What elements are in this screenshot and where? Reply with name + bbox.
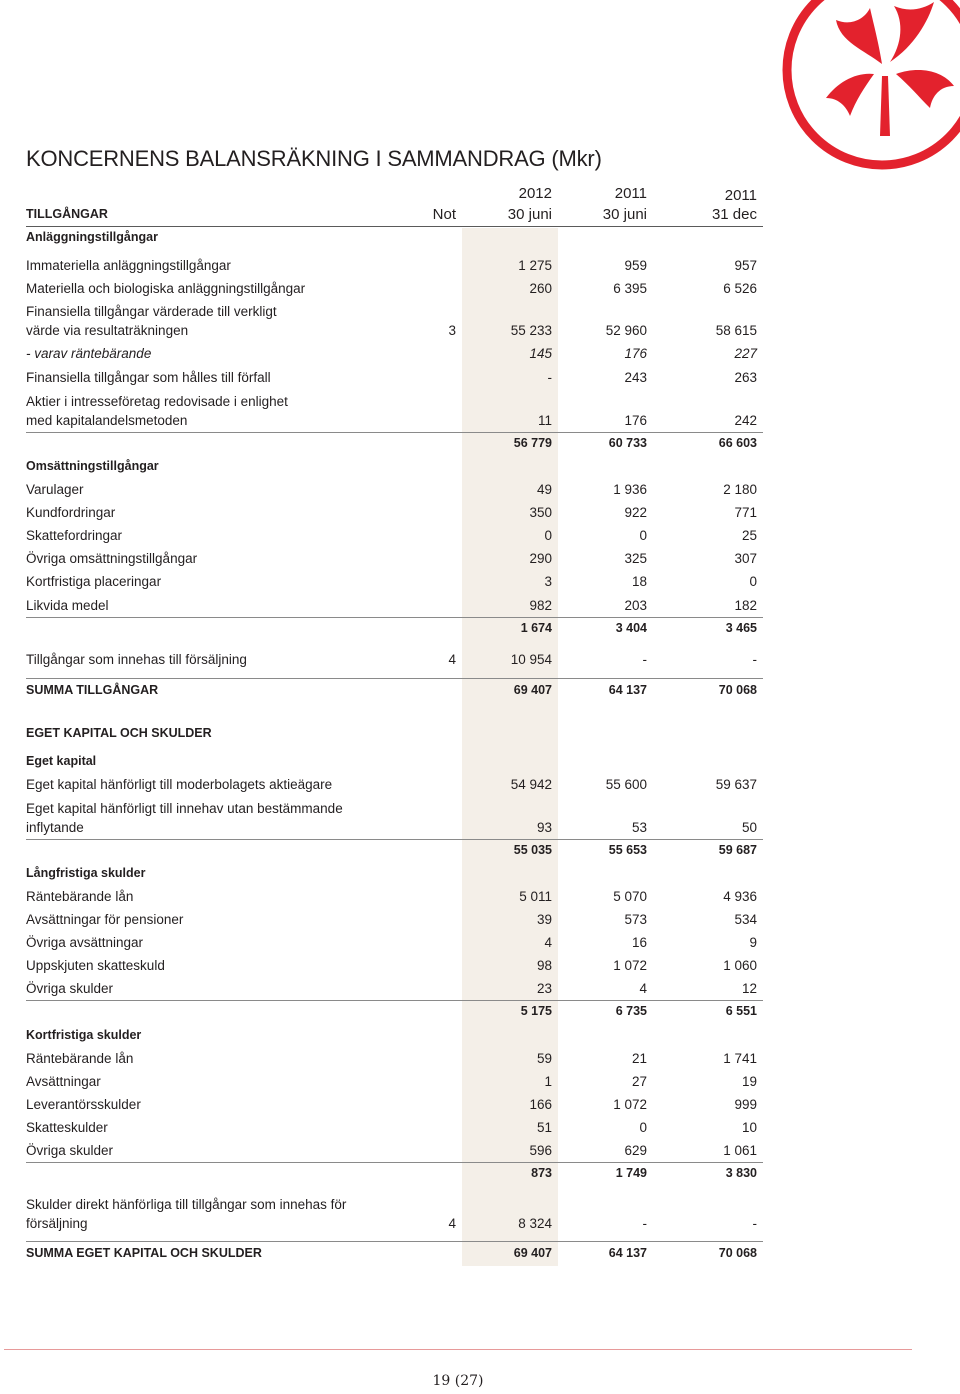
- value-col2: 64 137: [608, 1246, 647, 1260]
- value-col2: 573: [624, 912, 647, 927]
- value-col1: 166: [529, 1097, 552, 1112]
- value-col2: 959: [624, 258, 647, 273]
- value-col3: 4 936: [723, 889, 757, 904]
- row-label: Kortfristiga placeringar: [26, 574, 162, 589]
- value-col2: 64 137: [608, 683, 647, 697]
- value-col1: 39: [536, 912, 552, 927]
- value-col1: 11: [537, 413, 552, 428]
- value-col1: 54 942: [510, 777, 552, 792]
- header-note: Not: [432, 206, 456, 223]
- value-col2: 21: [631, 1051, 647, 1066]
- row-label: Eget kapital: [26, 754, 97, 768]
- value-col3: 70 068: [718, 683, 757, 697]
- row-divider: [26, 432, 763, 433]
- row-label: Eget kapital hänförligt till innehav utan bestämmande: [26, 801, 343, 816]
- value-col3: 999: [734, 1097, 757, 1112]
- value-col3: 1 060: [723, 958, 757, 973]
- section-assets: TILLGÅNGAR: [26, 207, 108, 221]
- value-col3: 66 603: [718, 436, 757, 450]
- value-col3: 19: [741, 1074, 757, 1089]
- value-col2: 243: [624, 370, 647, 385]
- value-col3: 534: [734, 912, 757, 927]
- value-col1: 145: [529, 346, 552, 361]
- value-col3: 263: [734, 370, 757, 385]
- value-col2: -: [642, 1216, 647, 1231]
- row-label: Leverantörsskulder: [26, 1097, 141, 1112]
- value-col2: 55 653: [608, 843, 647, 857]
- value-col3: 957: [734, 258, 757, 273]
- value-col1: 1: [544, 1074, 552, 1089]
- value-col3: 12: [741, 981, 757, 996]
- row-label: SUMMA EGET KAPITAL OCH SKULDER: [26, 1246, 262, 1260]
- row-label: Långfristiga skulder: [26, 866, 146, 880]
- row-divider: [26, 1000, 763, 1001]
- row-label: Räntebärande lån: [26, 1051, 134, 1066]
- value-col1: 1 275: [518, 258, 552, 273]
- value-col1: 5 011: [519, 889, 552, 904]
- value-col3: 10: [741, 1120, 757, 1135]
- value-col3: 3 830: [725, 1166, 757, 1180]
- row-label-continued: inflytande: [26, 820, 84, 835]
- value-col3: 0: [749, 574, 757, 589]
- row-note: 4: [448, 1216, 456, 1231]
- row-label: Varulager: [26, 482, 84, 497]
- value-col3: -: [752, 652, 757, 667]
- row-divider: [26, 678, 763, 679]
- value-col1: 873: [531, 1166, 552, 1180]
- value-col3: 58 615: [715, 323, 757, 338]
- header-col2-year: 2011: [614, 185, 647, 202]
- value-col2: 52 960: [605, 323, 647, 338]
- row-label: Tillgångar som innehas till försäljning: [26, 652, 247, 667]
- value-col2: 6 395: [613, 281, 647, 296]
- value-col2: 4: [639, 981, 647, 996]
- row-label: Övriga skulder: [26, 1143, 114, 1158]
- value-col3: 1 741: [723, 1051, 757, 1066]
- value-col1: 49: [536, 482, 552, 497]
- value-col3: 227: [734, 346, 757, 361]
- row-label: Eget kapital hänförligt till moderbolagets aktieägare: [26, 777, 333, 792]
- value-col3: 6 526: [723, 281, 757, 296]
- value-col1: 69 407: [513, 1246, 552, 1260]
- value-col2: 629: [624, 1143, 647, 1158]
- value-col2: 0: [639, 1120, 647, 1135]
- value-col3: 70 068: [718, 1246, 757, 1260]
- row-label: Skulder direkt hänförliga till tillgångar som innehas för: [26, 1197, 347, 1212]
- value-col3: 9: [749, 935, 757, 950]
- value-col3: 50: [741, 820, 757, 835]
- row-label: Kortfristiga skulder: [26, 1028, 142, 1042]
- value-col1: 55 035: [513, 843, 552, 857]
- value-col2: 922: [624, 505, 647, 520]
- value-col3: 771: [734, 505, 757, 520]
- value-col1: 350: [529, 505, 552, 520]
- value-col1: 98: [536, 958, 552, 973]
- value-col1: 59: [536, 1051, 552, 1066]
- value-col1: 5 175: [520, 1004, 552, 1018]
- value-col1: -: [547, 370, 552, 385]
- row-label: Övriga omsättningstillgångar: [26, 551, 198, 566]
- value-col1: 69 407: [513, 683, 552, 697]
- row-label: Omsättningstillgångar: [26, 459, 159, 473]
- row-label: Uppskjuten skatteskuld: [26, 958, 165, 973]
- value-col3: 242: [734, 413, 757, 428]
- row-label: Räntebärande lån: [26, 889, 134, 904]
- header-rule: [26, 226, 763, 227]
- value-col2: 176: [624, 346, 647, 361]
- row-label: Finansiella tillgångar värderade till verkligt: [26, 304, 277, 319]
- row-label-continued: med kapitalandelsmetoden: [26, 413, 188, 428]
- row-label-continued: värde via resultaträkningen: [26, 323, 189, 338]
- balance-sheet-table: [26, 0, 763, 1394]
- company-logo: [778, 0, 960, 172]
- value-col1: 51: [536, 1120, 552, 1135]
- row-divider: [26, 1241, 763, 1242]
- value-col1: 0: [544, 528, 552, 543]
- row-label: Likvida medel: [26, 598, 109, 613]
- header-col2-date: 30 juni: [602, 206, 647, 223]
- row-label: - varav räntebärande: [26, 346, 152, 361]
- row-note: 3: [448, 323, 456, 338]
- page-number: 19 (27): [432, 1373, 484, 1389]
- row-label: Övriga skulder: [26, 981, 114, 996]
- value-col2: 176: [624, 413, 647, 428]
- row-label: Anläggningstillgångar: [26, 230, 158, 244]
- value-col1: 290: [529, 551, 552, 566]
- footer-rule: [4, 1349, 912, 1350]
- value-col1: 260: [529, 281, 552, 296]
- row-label: Avsättningar för pensioner: [26, 912, 184, 927]
- value-col1: 3: [544, 574, 552, 589]
- value-col3: 2 180: [723, 482, 757, 497]
- row-label: Övriga avsättningar: [26, 935, 144, 950]
- value-col2: 3 404: [615, 621, 647, 635]
- header-col1-year: 2012: [518, 185, 552, 202]
- value-col1: 23: [536, 981, 552, 996]
- value-col1: 4: [544, 935, 552, 950]
- value-col1: 1 674: [520, 621, 552, 635]
- value-col1: 8 324: [518, 1216, 552, 1231]
- value-col2: 325: [624, 551, 647, 566]
- value-col3: -: [752, 1216, 757, 1231]
- row-label: Aktier i intresseföretag redovisade i enlighet: [26, 394, 288, 409]
- value-col3: 59 637: [715, 777, 757, 792]
- row-note: 4: [448, 652, 456, 667]
- value-col2: 60 733: [608, 436, 647, 450]
- value-col2: 203: [624, 598, 647, 613]
- row-label: SUMMA TILLGÅNGAR: [26, 683, 159, 697]
- row-divider: [26, 839, 763, 840]
- value-col2: 55 600: [605, 777, 647, 792]
- value-col1: 982: [529, 598, 552, 613]
- value-col2: 1 749: [615, 1166, 647, 1180]
- value-col3: 25: [741, 528, 757, 543]
- value-col3: 6 551: [725, 1004, 757, 1018]
- value-col2: -: [642, 652, 647, 667]
- value-col1: 596: [529, 1143, 552, 1158]
- value-col2: 6 735: [615, 1004, 647, 1018]
- header-col3-date: 31 dec: [711, 206, 757, 223]
- value-col2: 1 072: [613, 1097, 647, 1112]
- value-col1: 93: [536, 820, 552, 835]
- value-col1: 56 779: [513, 436, 552, 450]
- row-label: Immateriella anläggningstillgångar: [26, 258, 231, 273]
- value-col3: 59 687: [718, 843, 757, 857]
- row-label: Skatteskulder: [26, 1120, 108, 1135]
- value-col1: 55 233: [510, 323, 552, 338]
- row-divider: [26, 617, 763, 618]
- value-col2: 1 072: [613, 958, 647, 973]
- row-label: Avsättningar: [26, 1074, 101, 1089]
- row-label: EGET KAPITAL OCH SKULDER: [26, 726, 212, 740]
- row-label: Kundfordringar: [26, 505, 116, 520]
- header-col3-year: 2011: [724, 187, 757, 204]
- header-col1-date: 30 juni: [507, 206, 552, 223]
- value-col3: 1 061: [723, 1143, 757, 1158]
- row-label: Materiella och biologiska anläggningstillgångar: [26, 281, 306, 296]
- value-col1: 10 954: [510, 652, 552, 667]
- value-col2: 27: [631, 1074, 647, 1089]
- value-col2: 18: [631, 574, 647, 589]
- row-label: Finansiella tillgångar som hålles till förfall: [26, 370, 271, 385]
- value-col2: 5 070: [613, 889, 647, 904]
- value-col3: 307: [734, 551, 757, 566]
- row-label: Skattefordringar: [26, 528, 123, 543]
- page-title: KONCERNENS BALANSRÄKNING I SAMMANDRAG (Mkr): [26, 146, 602, 171]
- row-label-continued: försäljning: [26, 1216, 88, 1231]
- value-col2: 1 936: [613, 482, 647, 497]
- value-col3: 182: [734, 598, 757, 613]
- value-col2: 16: [631, 935, 647, 950]
- value-col2: 0: [639, 528, 647, 543]
- value-col3: 3 465: [725, 621, 757, 635]
- value-col2: 53: [631, 820, 647, 835]
- row-divider: [26, 1162, 763, 1163]
